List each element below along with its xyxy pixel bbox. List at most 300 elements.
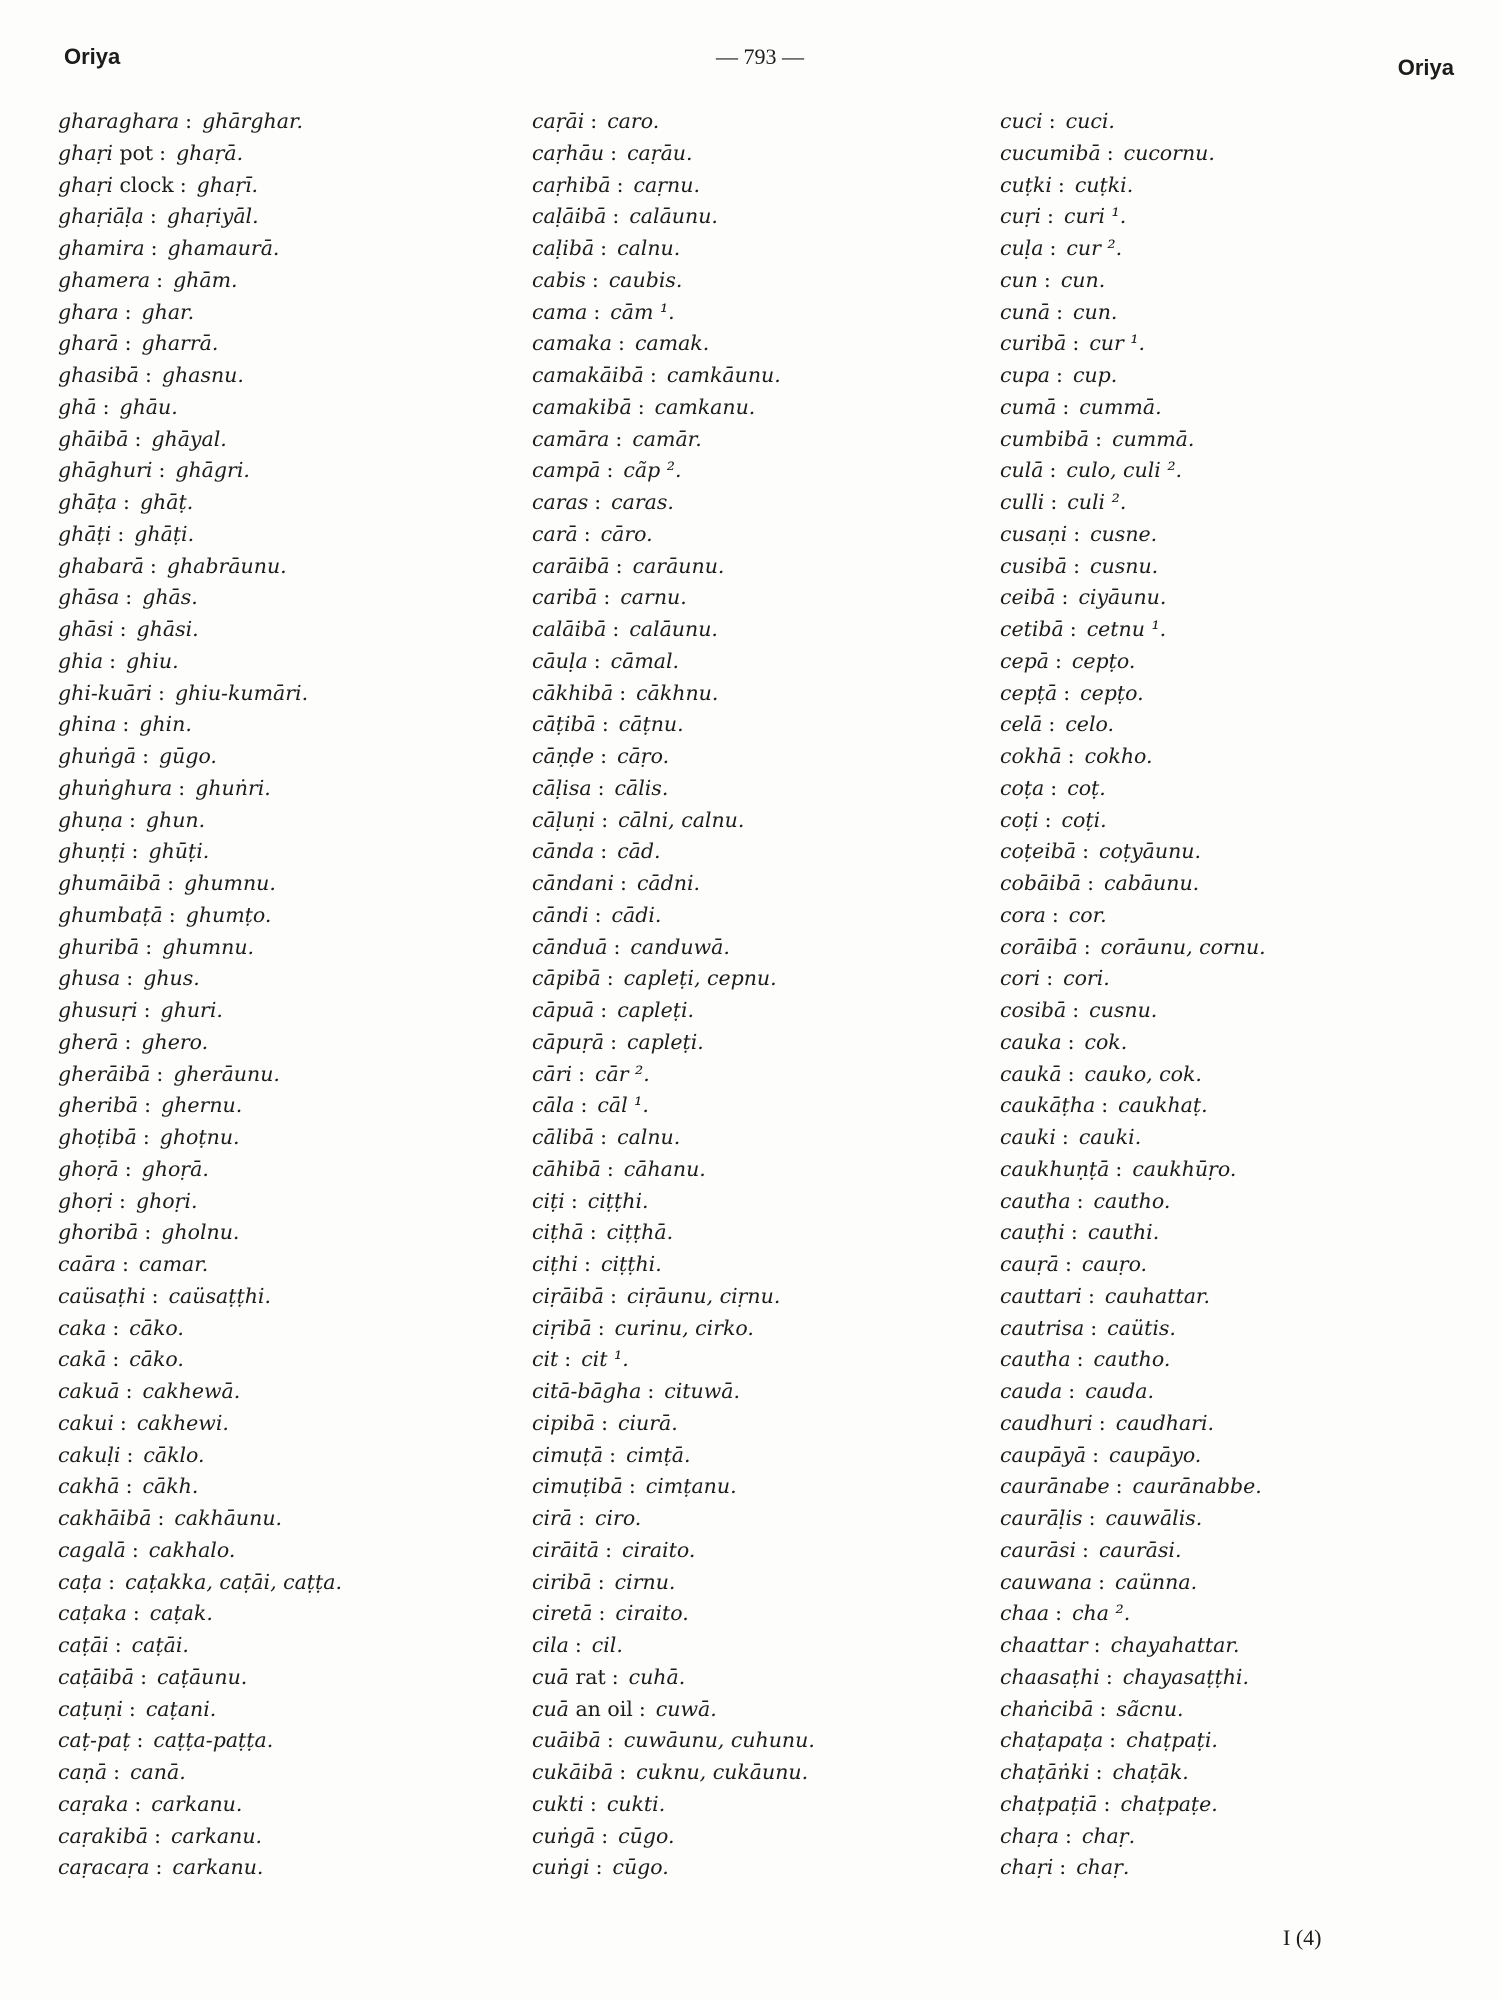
- entry-separator: :: [154, 1823, 161, 1848]
- entry-separator: :: [145, 934, 153, 959]
- dictionary-entry: [532, 1821, 972, 1853]
- entry-equivalent: carāunu.: [632, 553, 725, 578]
- entry-headword: ghasibā: [58, 363, 139, 387]
- entry-equivalent: ghun.: [145, 807, 206, 832]
- entry-equivalent: canduwā.: [630, 934, 730, 959]
- entry-equivalent: gūgo.: [159, 744, 217, 768]
- dictionary-entry: [58, 1535, 498, 1567]
- dictionary-entry: [58, 233, 498, 265]
- dictionary-entry: [532, 328, 972, 360]
- entry-headword: ghāsi: [58, 617, 114, 641]
- entry-separator: :: [132, 1601, 140, 1626]
- entry-separator: :: [143, 998, 151, 1022]
- entry-separator: :: [606, 966, 614, 991]
- entry-separator: :: [597, 1315, 605, 1340]
- entry-equivalent: ghus.: [143, 966, 200, 991]
- entry-equivalent: caubis.: [608, 267, 683, 292]
- entry-equivalent: cetnu ¹.: [1086, 617, 1167, 641]
- entry-headword: chaṛi: [1000, 1855, 1054, 1880]
- entry-headword: cusibā: [1000, 553, 1068, 578]
- dictionary-entry: [1000, 1281, 1440, 1313]
- dictionary-entry: [58, 265, 498, 297]
- dictionary-entry: [532, 1154, 972, 1186]
- entry-separator: :: [610, 140, 618, 165]
- dictionary-entry: [58, 551, 498, 583]
- entry-separator: :: [593, 648, 601, 673]
- entry-equivalent: ghoṛi.: [135, 1188, 198, 1213]
- dictionary-entry: [1000, 805, 1440, 837]
- entry-equivalent: cimṭanu.: [645, 1474, 737, 1499]
- entry-equivalent: caṛnu.: [633, 172, 700, 197]
- dictionary-entry: [532, 1217, 972, 1249]
- entry-headword: cunā: [1000, 299, 1051, 324]
- dictionary-entry: [58, 328, 498, 360]
- entry-equivalent: corāunu, cornu.: [1100, 934, 1266, 959]
- entry-headword: caāra: [58, 1252, 116, 1276]
- entry-equivalent: caro.: [607, 109, 660, 133]
- entry-headword: cākhibā: [532, 680, 614, 705]
- entry-equivalent: coṭyāunu.: [1099, 839, 1202, 864]
- entry-headword: gheribā: [58, 1093, 139, 1118]
- entry-headword: ciṛibā: [532, 1315, 592, 1340]
- entry-separator: :: [598, 1601, 606, 1626]
- entry-equivalent: cusne.: [1090, 521, 1158, 546]
- entry-separator: :: [1106, 140, 1114, 165]
- entry-equivalent: ghām.: [173, 267, 238, 292]
- entry-equivalent: chayahattar.: [1110, 1633, 1240, 1657]
- entry-separator: :: [178, 775, 186, 800]
- entry-equivalent: cuknu, cukāunu.: [636, 1760, 809, 1784]
- dictionary-entry: [1000, 773, 1440, 805]
- entry-separator: :: [1051, 902, 1059, 927]
- entry-separator: :: [580, 1093, 588, 1118]
- dictionary-entry: [58, 1408, 498, 1440]
- entry-equivalent: ghaṛī.: [196, 172, 259, 197]
- entry-equivalent: camak.: [634, 331, 710, 356]
- entry-headword: ghā: [58, 394, 97, 419]
- dictionary-entry: [532, 455, 972, 487]
- dictionary-entry: [1000, 138, 1440, 170]
- dictionary-entry: [1000, 233, 1440, 265]
- entry-headword: ghuṇa: [58, 807, 123, 832]
- dictionary-entry: [58, 963, 498, 995]
- entry-equivalent: cokho.: [1084, 744, 1153, 768]
- entry-headword: cautrisa: [1000, 1315, 1085, 1340]
- dictionary-entry: [532, 265, 972, 297]
- dictionary-entry: [1000, 1090, 1440, 1122]
- entry-equivalent: cummā.: [1079, 394, 1162, 419]
- entry-separator: :: [649, 363, 657, 387]
- entry-separator: :: [185, 109, 193, 133]
- dictionary-entry: [58, 1503, 498, 1535]
- entry-headword: cāpibā: [532, 966, 601, 991]
- entry-separator: :: [616, 172, 624, 197]
- entry-gloss: rat: [575, 1664, 606, 1689]
- entry-headword: cautha: [1000, 1347, 1071, 1372]
- entry-separator: :: [1115, 1474, 1123, 1499]
- dictionary-entry: [1000, 455, 1440, 487]
- dictionary-entry: [1000, 551, 1440, 583]
- entry-separator: :: [606, 1728, 614, 1753]
- entry-headword: ghāṭi: [58, 521, 112, 546]
- entry-headword: ghumāibā: [58, 871, 162, 895]
- entry-separator: :: [1088, 1506, 1096, 1530]
- entry-equivalent: caüsaṭṭhi.: [168, 1283, 271, 1308]
- entry-headword: caṛaka: [58, 1791, 129, 1816]
- entry-equivalent: cāmal.: [610, 648, 680, 673]
- dictionary-entry: [532, 836, 972, 868]
- entry-separator: :: [149, 553, 157, 578]
- entry-equivalent: cuwā.: [655, 1696, 717, 1721]
- entry-headword: ghusuṛi: [58, 998, 138, 1022]
- entry-headword: culli: [1000, 490, 1045, 514]
- entry-equivalent: chayasaṭṭhi.: [1122, 1664, 1249, 1689]
- entry-equivalent: cauda.: [1085, 1379, 1154, 1403]
- entry-separator: :: [128, 807, 136, 832]
- dictionary-entry: [1000, 1408, 1440, 1440]
- dictionary-entry: [532, 1725, 972, 1757]
- entry-separator: :: [126, 1442, 134, 1467]
- entry-equivalent: curi ¹.: [1063, 204, 1127, 229]
- entry-headword: campā: [532, 458, 601, 483]
- entry-headword: cāṇḍe: [532, 744, 595, 768]
- dictionary-entry: [532, 1027, 972, 1059]
- entry-equivalent: caṭṭa-paṭṭa.: [153, 1728, 274, 1753]
- entry-separator: :: [144, 1093, 152, 1118]
- entry-separator: :: [606, 458, 614, 483]
- entry-headword: chaṭāṅki: [1000, 1760, 1090, 1784]
- entry-equivalent: capleṭi, cepnu.: [623, 966, 777, 991]
- entry-headword: cuḷa: [1000, 236, 1044, 260]
- entry-equivalent: cauki.: [1078, 1125, 1142, 1149]
- entry-equivalent: cakhewā.: [142, 1379, 241, 1403]
- entry-headword: cipibā: [532, 1410, 596, 1435]
- entry-headword: ghāṭa: [58, 490, 118, 514]
- entry-separator: :: [1115, 1156, 1123, 1181]
- entry-equivalent: cepṭo.: [1071, 648, 1136, 673]
- entry-separator: :: [1068, 1379, 1076, 1403]
- entry-equivalent: cun.: [1060, 267, 1106, 292]
- dictionary-entry: [532, 233, 972, 265]
- dictionary-entry: [1000, 1725, 1440, 1757]
- dictionary-entry: [1000, 1249, 1440, 1281]
- entry-separator: :: [564, 1347, 572, 1372]
- entry-separator: :: [1062, 394, 1070, 419]
- dictionary-entry: [1000, 709, 1440, 741]
- entry-headword: cepṭā: [1000, 680, 1058, 705]
- dictionary-entry: [58, 582, 498, 614]
- entry-equivalent: capleṭi.: [617, 998, 695, 1022]
- dictionary-entry: [532, 1313, 972, 1345]
- entry-equivalent: caras.: [611, 490, 674, 514]
- dictionary-entry: [58, 646, 498, 678]
- dictionary-entry: [532, 487, 972, 519]
- dictionary-entry: [58, 900, 498, 932]
- entry-equivalent: ghāyal.: [151, 426, 227, 451]
- dictionary-entry: [532, 614, 972, 646]
- entry-separator: :: [124, 299, 132, 324]
- entry-separator: :: [1064, 1252, 1072, 1276]
- entry-equivalent: ciro.: [594, 1506, 642, 1530]
- entry-headword: calāibā: [532, 617, 607, 641]
- entry-separator: :: [615, 553, 623, 578]
- entry-separator: :: [108, 1569, 116, 1594]
- entry-separator: :: [131, 1537, 139, 1562]
- dictionary-entry: [58, 1725, 498, 1757]
- entry-separator: :: [136, 1728, 144, 1753]
- entry-separator: :: [600, 839, 608, 864]
- entry-gloss: an oil: [575, 1696, 633, 1721]
- entry-headword: celā: [1000, 712, 1043, 737]
- running-header-left: Oriya: [64, 44, 121, 69]
- entry-headword: caḷibā: [532, 236, 595, 260]
- entry-headword: caüsaṭhi: [58, 1283, 146, 1308]
- entry-separator: :: [620, 871, 627, 895]
- entry-separator: :: [125, 585, 133, 610]
- page-signature: I (4): [1283, 1925, 1322, 1950]
- dictionary-entry: [58, 1186, 498, 1218]
- entry-equivalent: cāl ¹.: [597, 1093, 649, 1118]
- entry-headword: caḷāibā: [532, 204, 607, 229]
- entry-separator: :: [1098, 1569, 1106, 1594]
- entry-equivalent: caupāyo.: [1108, 1442, 1202, 1467]
- dictionary-entry: [58, 773, 498, 805]
- entry-headword: cānduā: [532, 934, 608, 959]
- entry-equivalent: cok.: [1084, 1029, 1128, 1054]
- entry-equivalent: caṭakka, caṭāi, caṭṭa.: [125, 1569, 343, 1594]
- entry-headword: cirāitā: [532, 1537, 600, 1562]
- dictionary-entry: [1000, 1186, 1440, 1218]
- entry-equivalent: cur ².: [1066, 236, 1123, 260]
- entry-separator: :: [1076, 1347, 1084, 1372]
- entry-equivalent: cāṛo.: [617, 744, 670, 768]
- entry-equivalent: chaṭāk.: [1112, 1760, 1189, 1784]
- dictionary-entry: [532, 805, 972, 837]
- entry-headword: cuṛi: [1000, 204, 1042, 229]
- entry-separator: :: [1090, 1315, 1098, 1340]
- entry-separator: :: [168, 902, 176, 927]
- entry-headword: culā: [1000, 458, 1044, 483]
- dictionary-entry: [532, 1059, 972, 1091]
- dictionary-entry: [1000, 1313, 1440, 1345]
- entry-headword: gherāibā: [58, 1061, 151, 1086]
- dictionary-entry: [1000, 836, 1440, 868]
- entry-separator: :: [144, 363, 152, 387]
- dictionary-entry: [532, 1186, 972, 1218]
- entry-separator: :: [1072, 331, 1080, 356]
- entry-headword: ghara: [58, 299, 119, 324]
- entry-headword: gharā: [58, 331, 119, 356]
- dictionary-entry: [1000, 392, 1440, 424]
- entry-headword: cobāibā: [1000, 871, 1082, 895]
- entry-separator: :: [1087, 871, 1094, 895]
- dictionary-entry: [1000, 424, 1440, 456]
- entry-headword: cabis: [532, 267, 586, 292]
- dictionary-entry: [532, 1662, 972, 1694]
- entry-equivalent: capleṭi.: [626, 1029, 704, 1054]
- entry-separator: :: [597, 1569, 605, 1594]
- dictionary-entry: [1000, 1344, 1440, 1376]
- entry-equivalent: chaṛ.: [1081, 1823, 1136, 1848]
- entry-headword: chaṭpaṭiā: [1000, 1791, 1098, 1816]
- entry-equivalent: cup.: [1072, 363, 1118, 387]
- entry-headword: ghaṛi: [58, 172, 113, 197]
- entry-headword: cuṅgi: [532, 1855, 590, 1880]
- entry-headword: cauda: [1000, 1379, 1063, 1403]
- dictionary-entry: [1000, 900, 1440, 932]
- entry-separator: :: [1083, 934, 1091, 959]
- entry-equivalent: cuci.: [1065, 109, 1115, 133]
- entry-equivalent: carkanu.: [172, 1855, 264, 1880]
- entry-separator: :: [114, 1633, 122, 1657]
- entry-equivalent: ghero.: [141, 1029, 209, 1054]
- entry-separator: :: [601, 1410, 608, 1435]
- entry-separator: :: [1056, 363, 1063, 387]
- page-number: — 793 —: [716, 44, 804, 69]
- entry-headword: cāpuā: [532, 998, 595, 1022]
- dictionary-entry: [532, 170, 972, 202]
- entry-equivalent: cit ¹.: [581, 1347, 629, 1372]
- dictionary-entry: [1000, 1027, 1440, 1059]
- entry-separator: :: [1050, 775, 1058, 800]
- dictionary-entry: [1000, 1217, 1440, 1249]
- entry-separator: :: [590, 109, 598, 133]
- entry-headword: ciṭi: [532, 1188, 565, 1213]
- entry-equivalent: ghar.: [141, 299, 195, 324]
- entry-equivalent: coṭ.: [1067, 775, 1106, 800]
- entry-equivalent: calnu.: [617, 1125, 681, 1149]
- entry-equivalent: chaṭpaṭe.: [1120, 1791, 1218, 1816]
- entry-headword: cagalā: [58, 1537, 126, 1562]
- dictionary-entry: [1000, 265, 1440, 297]
- entry-separator: :: [113, 1760, 121, 1784]
- dictionary-entry: [58, 1249, 498, 1281]
- dictionary-entry: [58, 805, 498, 837]
- entry-equivalent: ghoṛā.: [141, 1156, 209, 1181]
- entry-equivalent: ghaṛā.: [176, 140, 244, 165]
- entry-equivalent: ghāgri.: [175, 458, 250, 483]
- dictionary-entry: [1000, 1598, 1440, 1630]
- entry-headword: ghaṛiāḷa: [58, 204, 144, 229]
- entry-headword: cukti: [532, 1791, 584, 1816]
- entry-separator: :: [1101, 1093, 1109, 1118]
- entry-headword: cakā: [58, 1347, 107, 1372]
- entry-equivalent: ghāṭ.: [139, 490, 194, 514]
- entry-headword: ghuṅghura: [58, 775, 173, 800]
- entry-separator: :: [1043, 267, 1051, 292]
- dictionary-entry: [532, 995, 972, 1027]
- dictionary-entry: [58, 106, 498, 138]
- entry-headword: cuāibā: [532, 1728, 601, 1753]
- dictionary-entry: [58, 1757, 498, 1789]
- dictionary-entry: [58, 1154, 498, 1186]
- entry-equivalent: caṭak.: [149, 1601, 213, 1626]
- entry-headword: caṭa: [58, 1569, 103, 1594]
- dictionary-entry: [532, 773, 972, 805]
- entry-headword: caṛāi: [532, 109, 585, 133]
- entry-separator: :: [1046, 966, 1054, 991]
- dictionary-column-2: [532, 106, 972, 1884]
- entry-headword: cakui: [58, 1410, 114, 1435]
- entry-headword: ghaṛi: [58, 140, 113, 165]
- entry-headword: ghuṇṭi: [58, 839, 126, 864]
- entry-headword: cosibā: [1000, 998, 1067, 1022]
- entry-headword: caṛhibā: [532, 172, 611, 197]
- entry-headword: caṛhāu: [532, 140, 605, 165]
- entry-headword: cetibā: [1000, 617, 1064, 641]
- entry-equivalent: ghin.: [139, 712, 192, 737]
- entry-separator: :: [1049, 458, 1057, 483]
- entry-headword: cāhibā: [532, 1156, 601, 1181]
- dictionary-entry: [532, 519, 972, 551]
- dictionary-entry: [58, 1662, 498, 1694]
- dictionary-entry: [532, 1249, 972, 1281]
- dictionary-entry: [58, 1694, 498, 1726]
- entry-equivalent: canā.: [130, 1760, 186, 1784]
- entry-headword: ghuribā: [58, 934, 140, 959]
- dictionary-entry: [532, 1598, 972, 1630]
- dictionary-entry: [58, 1471, 498, 1503]
- entry-headword: caupāyā: [1000, 1442, 1087, 1467]
- entry-headword: cauṭhi: [1000, 1220, 1065, 1245]
- entry-headword: coṭeibā: [1000, 839, 1077, 864]
- entry-headword: cāḷuṇi: [532, 807, 596, 832]
- entry-headword: cakhā: [58, 1474, 120, 1499]
- entry-separator: :: [140, 1664, 147, 1689]
- dictionary-entry: [532, 1376, 972, 1408]
- entry-separator: :: [1099, 1696, 1107, 1721]
- entry-separator: :: [1057, 172, 1065, 197]
- entry-headword: cauttari: [1000, 1283, 1082, 1308]
- entry-separator: :: [593, 299, 601, 324]
- entry-equivalent: cāko.: [129, 1347, 184, 1372]
- dictionary-entry: [532, 1503, 972, 1535]
- entry-equivalent: ghiu.: [126, 648, 179, 673]
- entry-separator: :: [613, 934, 621, 959]
- entry-headword: cāpuṛā: [532, 1029, 605, 1054]
- dictionary-entry: [1000, 170, 1440, 202]
- dictionary-entry: [1000, 1662, 1440, 1694]
- dictionary-entry: [58, 1376, 498, 1408]
- dictionary-entry: [58, 1344, 498, 1376]
- entry-headword: cuā: [532, 1664, 569, 1689]
- dictionary-entry: [1000, 1567, 1440, 1599]
- entry-equivalent: cusnu.: [1089, 998, 1158, 1022]
- entry-headword: ghusa: [58, 966, 121, 991]
- entry-equivalent: cil.: [591, 1633, 623, 1657]
- entry-separator: :: [609, 1442, 617, 1467]
- entry-headword: cāuḷa: [532, 648, 588, 673]
- dictionary-entry: [1000, 1471, 1440, 1503]
- entry-separator: :: [1072, 998, 1080, 1022]
- dictionary-entry: [532, 709, 972, 741]
- entry-separator: :: [600, 998, 608, 1022]
- entry-equivalent: cucornu.: [1123, 140, 1215, 165]
- entry-equivalent: ghāṭi.: [134, 521, 195, 546]
- entry-separator: :: [1095, 1760, 1103, 1784]
- entry-separator: :: [128, 1696, 136, 1721]
- entry-equivalent: ghamaurā.: [167, 236, 280, 260]
- entry-equivalent: caurāsi.: [1098, 1537, 1182, 1562]
- entry-headword: coṭa: [1000, 775, 1045, 800]
- entry-separator: :: [615, 426, 623, 451]
- entry-equivalent: cituwā.: [664, 1379, 741, 1403]
- dictionary-entry: [532, 1757, 972, 1789]
- entry-separator: :: [595, 1855, 603, 1880]
- entry-headword: chaṭapaṭa: [1000, 1728, 1104, 1753]
- entry-equivalent: cori.: [1063, 966, 1110, 991]
- entry-separator: :: [1073, 553, 1081, 578]
